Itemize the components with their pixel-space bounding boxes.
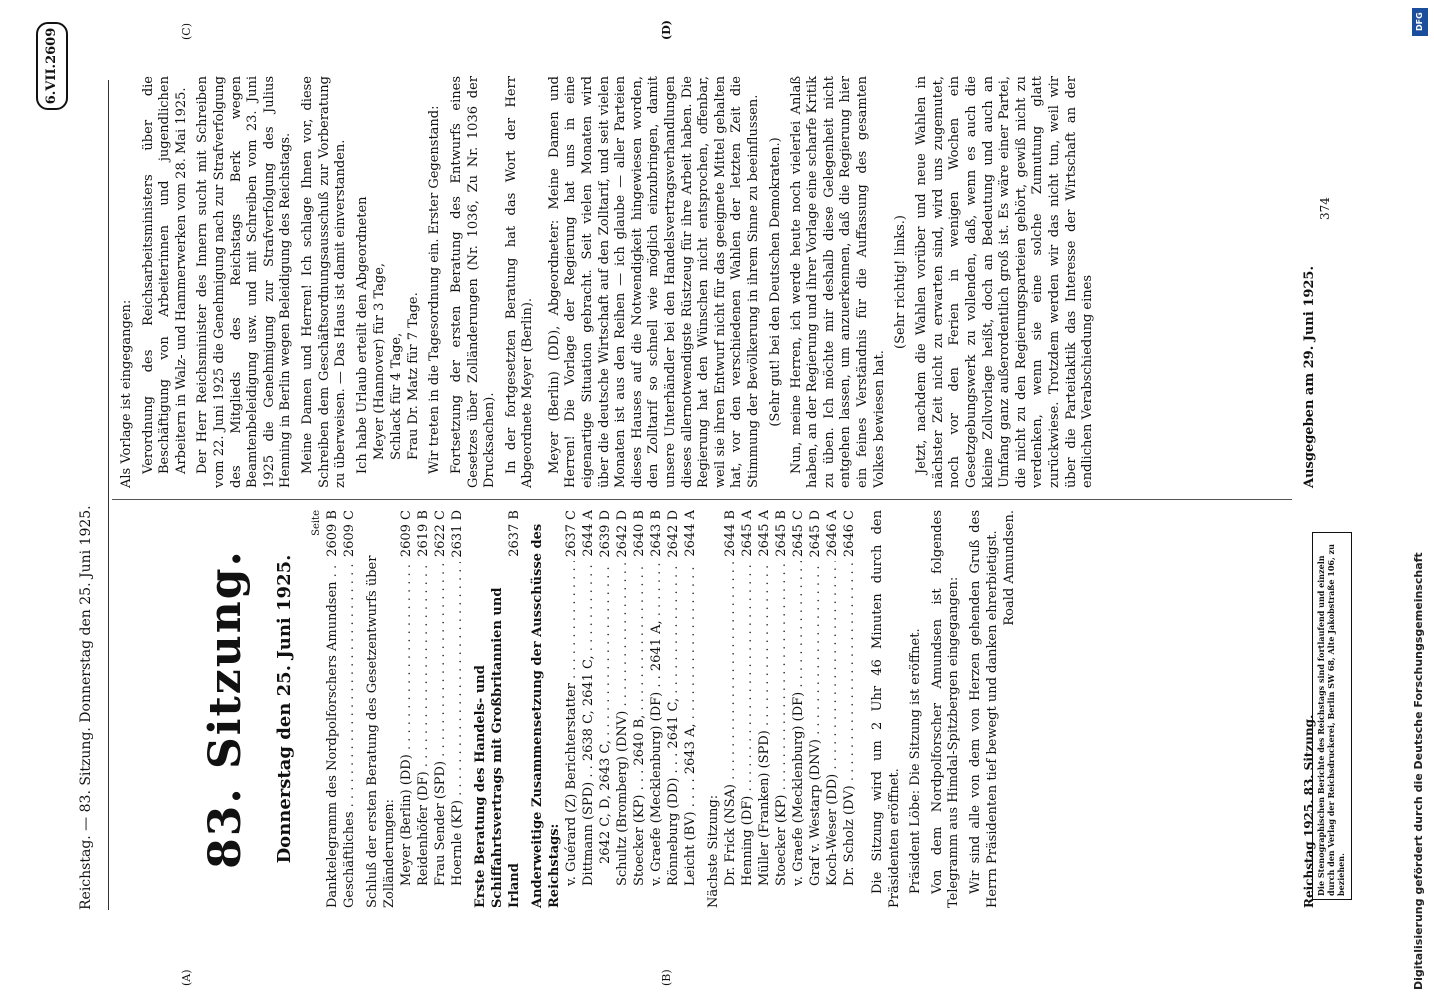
left-column xyxy=(114,510,1018,908)
session-title: 83. Sitzung. xyxy=(200,549,251,869)
toc-entry: Dittmann (SPD) . . 2638 C, 2641 C, . . . 2644 A xyxy=(580,510,597,908)
opening-text: Die Sitzung wird um 2 Uhr 46 Minuten durch den Präsidenten eröffnet. xyxy=(870,510,902,908)
toc-top xyxy=(324,510,358,908)
speech-paragraph: Nun, meine Herren, ich werde heute noch vielerlei Anlaß haben, an der Regierung und ihrer Vorlage eine scharfe Kritik zu üben. Ich möchte mir deshalb diese Gelegenheit nicht entgehen lassen, um anzuerkennen, daß die Regierung hier ein feines Verständnis für die Auffassung des gesamten Volkes bewiesen hat. xyxy=(788,76,887,488)
footer-left: Reichstag 1925. 83. Sitzung. xyxy=(1302,714,1316,908)
toc-anderweitige-heading: Anderweitige Zusammensetzung der Ausschüsse des Reichstags: xyxy=(530,523,562,908)
urlaub-list xyxy=(371,76,422,488)
toc-entry: v. Graefe (Mecklenburg) (DF) . . . 2645 C xyxy=(790,510,807,908)
vorlage-text: Verordnung des Reichsarbeitsministers über die Beschäftigung von Arbeiterinnen und jugendlichen Arbeitern in Walz- und Hammerwerken vom 28. Mai 1925. xyxy=(140,76,189,474)
toc-naechste xyxy=(722,510,858,908)
toc-entry: Rönneburg (DD) . . . 2641 C, . . . 2642 D xyxy=(665,510,682,908)
speech-paragraph: Meyer (Berlin) (DD), Abgeordneter: Meine Damen und Herren! Die Vorlage der Regierung hat uns in eine eigenartige Situation gebracht. Seit vielen Monaten wird über die deutsche Wirtschaft auf den Zolltarif, und seit vielen Monaten ist aus den Reihen — ich glaube — aller Parteien dieses Hauses auf die Notwendigkeit hingewiesen worden, den Zolltarif so schnell wie möglich einzubringen, damit unsere Unterhändler bei den Handelsvertragsverhandlungen dieses allernotwendigste Rüstzeug für ihre Arbeit haben. Die Regierung hat den Wünschen nicht entsprochen, offenbar, weil sie ihren Entwurf nicht für das geeignete Mittel gehalten hat, vor den verschiedenen Wahlen der letzten Zeit die Stimmung der Bevölkerung in ihrem Sinne zu beeinflussen. xyxy=(546,76,761,488)
toc-entry: Leicht (BV) . . . . 2643 A, . . . 2644 A xyxy=(682,510,699,908)
president-line: Präsident Löbe: Die Sitzung ist eröffnet. xyxy=(908,628,924,894)
paragraph: Ich habe Urlaub erteilt den Abgeordneten xyxy=(354,196,370,474)
toc-entry: v. Guérard (Z) Berichterstatter . . . 2637 C xyxy=(563,510,580,908)
publisher-notice: Die Stenographischen Berichte des Reichstags sind fortlaufend und einzeln durch den Verlag der Reichsdruckerei, Berlin SW 68, Alte Jakobstraße 106, zu beziehen. xyxy=(1312,532,1352,900)
ausgegeben-date: Ausgegeben am 29. Juni 1925. xyxy=(1302,266,1317,488)
telegram-intro: Von dem Nordpolforscher Amundsen ist folgendes Telegramm aus Himdal-Spitzbergen eingegangen: xyxy=(929,510,962,908)
toc-entry: Müller (Franken) (SPD) . . . 2645 A xyxy=(756,510,773,908)
toc-entry: Graf v. Westarp (DNV) . . . 2645 D xyxy=(807,510,824,908)
dfg-logo: DFG xyxy=(1412,8,1428,36)
paragraph: Wir treten in die Tagesordnung ein. Erster Gegenstand: xyxy=(427,105,443,474)
right-column xyxy=(114,76,1097,488)
folio-number: 374 xyxy=(1318,197,1332,220)
archive-stamp: 6.VII.2609 xyxy=(36,22,68,110)
footer-right xyxy=(1302,266,1317,488)
toc-entry: Stoecker (KP) . . . 2640 B, . . . 2640 B xyxy=(631,510,648,908)
toc-entry: Schultz (Bromberg) (DNV) . . . 2642 D xyxy=(614,510,631,908)
toc-anderweitige xyxy=(563,510,699,908)
header-rule xyxy=(108,80,109,910)
interjection: (Sehr gut! bei den Deutschen Demokraten.) xyxy=(767,137,783,427)
paragraph: Der Herr Reichsminister des Innern sucht mit Schreiben vom 22. Juni 1925 die Genehmigung nach zur Strafverfolgung des Mitglieds des Reichstags Berk wegen Beamtenbeleidigung usw. und mit Schreiben vom 23. Juni 1925 die Genehmigung zur Strafverfolgung des Julius Henning in Berlin wegen Beleidigung des Reichstags. xyxy=(195,76,294,488)
toc-entry: Reidenhöfer (DF) . . . 2619 B xyxy=(415,510,432,908)
session-date: Donnerstag den 25. Juni 1925. xyxy=(274,554,295,864)
toc-entry: Henning (DF) . . . 2645 A xyxy=(739,510,756,908)
toc-entry: Geschäftliches . . . 2609 C xyxy=(341,510,358,908)
vorlage-intro: Als Vorlage ist eingegangen: xyxy=(119,299,134,488)
toc-entry: 2642 C, D, 2643 C, . . . 2639 D xyxy=(597,510,614,908)
margin-mark-a: (A) xyxy=(180,969,193,986)
list-item: Frau Dr. Matz für 7 Tage. xyxy=(406,292,422,460)
toc-entry: Danktelegramm des Nordpolforschers Amundsen . . . 2609 B xyxy=(324,510,341,908)
toc-schluss xyxy=(398,510,466,908)
toc-entry: Stoecker (KP) . . . 2645 B xyxy=(773,510,790,908)
running-header-text: Reichstag. — 83. Sitzung. Donnerstag den 25. Juni 1925. xyxy=(78,505,94,910)
paragraph: Meine Damen und Herren! Ich schlage Ihnen vor, diese Schreiben dem Geschäftsordnungsausschuß zur Vorberatung zu überweisen. — Das Haus ist damit einverstanden. xyxy=(299,76,349,488)
telegram-signature: Roald Amundsen. xyxy=(1002,510,1018,626)
toc-entry: Frau Sender (SPD) . . . 2622 C xyxy=(432,510,449,908)
toc-erste: Erste Beratung des Handels- und Schiffahrtsvertrags mit Großbritannien und Irland 2637 B xyxy=(473,510,522,908)
toc-entry: Dr. Scholz (DV) . . . 2646 C xyxy=(841,510,858,908)
speech-paragraph: Jetzt, nachdem die Wahlen vorüber und neue Wahlen in nächster Zeit nicht zu erwarten sind, wird uns zugemutet, noch vor den Ferien in wenigen Wochen ein Gesetzgebungswerk zu vollenden, daß, wenn es auch die kleine Zollvorlage heißt, doch an Bedeutung und auch an Umfang ganz außerordentlich groß ist. Es wäre einer Partei, die nicht zu den Regierungsparteien gehört, gewiß nicht zu verdenken, wenn sie eine solche Zumutung glatt zurückwiese. Trotzdem werden wir das nicht tun, weil wir über die Parteitaktik das Interesse der Wirtschaft an der endlichen Verabschiedung eines xyxy=(914,76,1096,488)
toc-entry: Koch-Weser (DD) . . . 2646 A xyxy=(824,510,841,908)
naechste-sitzung-heading: Nächste Sitzung: xyxy=(706,794,721,908)
paragraph: In der fortgesetzten Beratung hat das Wort der Herr Abgeordnete Meyer (Berlin). xyxy=(503,76,536,488)
margin-mark-b: (B) xyxy=(660,969,673,986)
list-item: Meyer (Hannover) für 3 Tage, xyxy=(372,262,388,460)
margin-mark-c: (C) xyxy=(180,23,193,40)
list-item: Schlack für 4 Tage, xyxy=(389,332,405,460)
dfg-credit: Digitalisierung gefördert durch die Deutsche Forschungsgemeinschaft xyxy=(1412,552,1425,990)
column-divider xyxy=(112,499,1292,500)
toc-entry: Hoernle (KP) . . . 2631 D xyxy=(449,510,466,908)
interjection: (Sehr richtig! links.) xyxy=(893,215,909,349)
seite-label: Seite xyxy=(311,510,322,536)
margin-mark-d: (D) xyxy=(660,20,673,40)
paragraph: Fortsetzung der ersten Beratung des Entwurfs eines Gesetzes über Zolländerungen (Nr. 1036, Zu Nr. 1036 der Drucksachen). xyxy=(448,76,498,488)
toc-entry: Dr. Frick (NSA) . . . 2644 B xyxy=(722,510,739,908)
running-header xyxy=(78,80,104,910)
telegram-text: Wir sind alle von dem von Herzen gehenden Gruß des Herrn Präsidenten tief bewegt und danken ehrerbietigst. xyxy=(967,510,1000,908)
toc-entry: Meyer (Berlin) (DD) . . . 2609 C xyxy=(398,510,415,908)
toc-schluss-heading: Schluß der ersten Beratung des Gesetzentwurfs über Zolländerungen: xyxy=(365,555,397,908)
toc-entry: v. Graefe (Mecklenburg) (DF) . . 2641 A, . . . 2643 B xyxy=(648,510,665,908)
